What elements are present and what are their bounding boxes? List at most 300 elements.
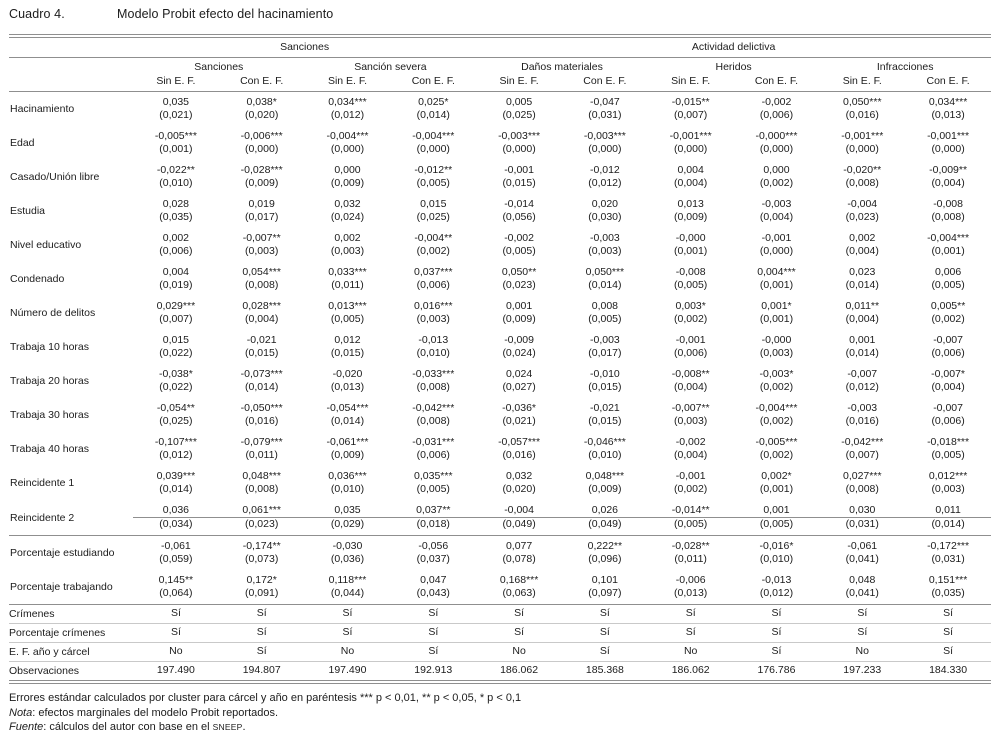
se-cell: (0,006) [159, 245, 193, 257]
summary-value: Sí [390, 643, 476, 662]
page-title: Modelo Probit efecto del hacinamiento [117, 7, 334, 21]
table-row [9, 500, 991, 518]
coef-cell: -0,003 [589, 232, 620, 244]
coef-cell: -0,042*** [841, 436, 884, 448]
coef-cell: 0,054*** [242, 266, 281, 278]
se-cell: (0,009) [588, 483, 622, 495]
coef-cell: 0,012*** [928, 470, 968, 482]
summary-value: Sí [305, 605, 391, 624]
se-cell: (0,043) [416, 587, 450, 599]
se-cell: (0,014) [845, 279, 879, 291]
coef-cell: 0,029*** [156, 300, 196, 312]
summary-value: Sí [734, 624, 820, 643]
se-cell: (0,004) [931, 177, 965, 189]
coef-cell: 0,048*** [585, 470, 625, 482]
summary-value: Sí [305, 624, 391, 643]
row-label: Número de delitos [10, 307, 96, 319]
coef-cell: 0,002 [849, 232, 876, 244]
se-cell: (0,004) [845, 313, 879, 325]
row-label: Condenado [10, 273, 65, 285]
summary-value: 185.368 [562, 662, 648, 681]
coef-cell: -0,061 [161, 540, 191, 552]
coef-cell: -0,007** [242, 232, 281, 244]
se-cell: (0,000) [416, 143, 450, 155]
coef-cell: 0,001 [849, 334, 876, 346]
row-label: Porcentaje estudiando [10, 547, 115, 559]
se-cell: (0,016) [502, 449, 536, 461]
se-cell: (0,014) [905, 518, 991, 536]
row-label: Hacinamiento [10, 103, 75, 115]
se-cell: (0,023) [219, 518, 305, 536]
se-cell: (0,063) [502, 587, 536, 599]
coef-cell: -0,038* [158, 368, 193, 380]
coef-cell: 0,035*** [414, 470, 453, 482]
se-cell: (0,010) [416, 347, 450, 359]
row-label: Casado/Unión libre [10, 171, 100, 183]
coef-cell: 0,012 [334, 334, 361, 346]
se-cell: (0,008) [845, 483, 879, 495]
coef-cell: 0,034*** [328, 96, 367, 108]
summary-row [9, 605, 991, 624]
table-row [9, 143, 991, 160]
coef-cell: 0,034*** [928, 96, 968, 108]
fuente-label: Fuente [9, 721, 44, 733]
coef-cell: -0,015** [671, 96, 710, 108]
se-cell: (0,003) [588, 245, 622, 257]
se-cell: (0,005) [588, 313, 622, 325]
coef-cell: -0,001*** [669, 130, 712, 142]
coef-cell: 0,004*** [757, 266, 796, 278]
se-cell: (0,004) [674, 177, 708, 189]
se-cell: (0,001) [159, 143, 193, 155]
summary-value: Sí [562, 605, 648, 624]
se-cell: (0,000) [502, 143, 536, 155]
se-cell: (0,008) [845, 177, 879, 189]
coef-cell: 0,015 [420, 198, 447, 210]
se-cell: (0,008) [931, 211, 965, 223]
coef-cell: -0,004 [847, 198, 878, 210]
coef-cell: -0,004*** [412, 130, 455, 142]
subgroup-header-row [9, 58, 991, 74]
coef-cell: -0,016* [759, 540, 794, 552]
se-cell: (0,019) [159, 279, 193, 291]
subgroup-label: Heridos [715, 61, 752, 73]
table-row [9, 381, 991, 398]
table-row [9, 228, 991, 245]
se-cell: (0,012) [845, 381, 879, 393]
summary-value: 176.786 [734, 662, 820, 681]
coef-cell: 0,050** [501, 266, 537, 278]
coef-cell: -0,046*** [583, 436, 626, 448]
coef-cell: -0,013 [418, 334, 449, 346]
row-label: Estudia [10, 205, 46, 217]
se-cell: (0,010) [159, 177, 193, 189]
coef-cell: -0,004*** [927, 232, 970, 244]
se-cell: (0,000) [674, 143, 708, 155]
footnotes [9, 691, 991, 735]
row-label: Reincidente 2 [9, 500, 133, 536]
table-row [9, 92, 991, 110]
coef-cell: -0,008 [933, 198, 963, 210]
subgroup-label: Daños materiales [521, 61, 603, 73]
se-cell: (0,003) [330, 245, 365, 257]
se-cell: (0,037) [416, 553, 450, 565]
se-cell: (0,008) [245, 279, 279, 291]
summary-value: Sí [819, 624, 905, 643]
table-number: Cuadro 4. [9, 7, 65, 21]
coef-cell: -0,006 [675, 574, 706, 586]
row-label: Porcentaje trabajando [10, 581, 113, 593]
se-cell: (0,001) [759, 279, 794, 291]
se-cell: (0,014) [245, 381, 279, 393]
se-cell: (0,010) [759, 553, 794, 565]
coef-cell: -0,079*** [240, 436, 283, 448]
coef-cell: 0,048 [849, 574, 876, 586]
table-row [9, 126, 991, 143]
coef-cell: 0,011 [905, 500, 991, 518]
se-cell: (0,005) [931, 279, 965, 291]
table-row [9, 177, 991, 194]
se-cell: (0,004) [674, 449, 708, 461]
se-cell: (0,078) [502, 553, 536, 565]
se-cell: (0,006) [416, 449, 450, 461]
footnote-errors: Errores estándar calculados por cluster para cárcel y año en paréntesis *** p < 0,01, ** p < 0,05, * p < 0,1 [9, 692, 522, 704]
se-cell: (0,010) [588, 449, 622, 461]
coef-cell: 0,013 [677, 198, 704, 210]
subgroup-label: Infracciones [876, 61, 934, 73]
se-cell: (0,024) [330, 211, 365, 223]
coef-cell: -0,007 [847, 368, 878, 380]
coef-cell: -0,007** [671, 402, 710, 414]
se-cell: (0,056) [502, 211, 536, 223]
coef-cell: -0,054** [156, 402, 195, 414]
coef-cell: 0,006 [934, 266, 962, 278]
table-row [9, 262, 991, 279]
coef-cell: 0,001 [734, 500, 820, 518]
se-cell: (0,000) [759, 143, 794, 155]
table-row [9, 398, 991, 415]
se-cell: (0,034) [133, 518, 219, 536]
row-label: Trabaja 30 horas [10, 409, 89, 421]
fuente-text: : cálculos del autor con base en el [43, 721, 213, 733]
coef-cell: -0,005*** [755, 436, 798, 448]
coef-cell: 0,048*** [242, 470, 281, 482]
summary-value: Sí [562, 624, 648, 643]
summary-value: Sí [905, 624, 991, 643]
coef-cell: -0,001*** [927, 130, 970, 142]
se-cell: (0,000) [931, 143, 965, 155]
se-cell: (0,025) [416, 211, 450, 223]
se-cell: (0,014) [845, 347, 879, 359]
se-cell: (0,003) [931, 483, 965, 495]
coef-cell: -0,014** [648, 500, 734, 518]
coef-cell: -0,000*** [755, 130, 798, 142]
se-cell: (0,049) [562, 518, 648, 536]
se-cell: (0,001) [759, 483, 794, 495]
summary-value: Sí [648, 624, 734, 643]
summary-value: Sí [476, 605, 562, 624]
coef-cell: -0,002 [675, 436, 706, 448]
summary-value: Sí [648, 605, 734, 624]
se-cell: (0,021) [159, 109, 193, 121]
se-cell: (0,006) [931, 347, 965, 359]
se-cell: (0,013) [330, 381, 365, 393]
se-cell: (0,023) [845, 211, 879, 223]
coef-cell: 0,020 [591, 198, 619, 210]
se-cell: (0,004) [845, 245, 879, 257]
coef-cell: -0,001 [675, 470, 706, 482]
coef-cell: 0,077 [505, 540, 533, 552]
coef-cell: -0,054*** [326, 402, 369, 414]
coef-cell: 0,019 [248, 198, 275, 210]
se-cell: (0,024) [502, 347, 536, 359]
se-cell: (0,012) [330, 109, 365, 121]
row-label: Trabaja 40 horas [10, 443, 89, 455]
coef-cell: -0,000 [761, 334, 792, 346]
coef-cell: 0,008 [591, 300, 619, 312]
coef-cell: -0,004 [476, 500, 562, 518]
row-label: Trabaja 20 horas [10, 375, 89, 387]
coef-cell: -0,012 [589, 164, 620, 176]
ef-column-label: Sin E. F. [133, 73, 219, 92]
se-cell: (0,035) [159, 211, 193, 223]
coef-cell: -0,022** [156, 164, 195, 176]
se-cell: (0,031) [931, 553, 965, 565]
summary-value: No [476, 643, 562, 662]
coef-cell: -0,002 [761, 96, 792, 108]
se-cell: (0,030) [588, 211, 622, 223]
coef-cell: 0,013*** [328, 300, 367, 312]
se-cell: (0,001) [931, 245, 965, 257]
row-label: Trabaja 10 horas [10, 341, 89, 353]
table-row [9, 109, 991, 126]
summary-value: Sí [219, 643, 305, 662]
se-cell: (0,006) [416, 279, 450, 291]
se-cell: (0,005) [416, 177, 450, 189]
se-cell: (0,005) [734, 518, 820, 536]
coef-cell: -0,042*** [412, 402, 455, 414]
summary-value: Sí [734, 605, 820, 624]
coef-cell: -0,008** [671, 368, 710, 380]
summary-value: 194.807 [219, 662, 305, 681]
se-cell: (0,005) [674, 279, 708, 291]
se-cell: (0,009) [330, 449, 365, 461]
coef-cell: -0,031*** [412, 436, 455, 448]
summary-value: Sí [390, 605, 476, 624]
se-cell: (0,097) [588, 587, 622, 599]
coef-cell: -0,001 [504, 164, 534, 176]
coef-cell: 0,047 [420, 574, 447, 586]
results-table [9, 37, 991, 681]
coef-cell: 0,024 [505, 368, 533, 380]
ef-column-label: Con E. F. [905, 73, 991, 92]
row-label: Reincidente 1 [10, 477, 75, 489]
column-group-label: Actividad delictiva [476, 38, 991, 58]
coef-cell: 0,168*** [499, 574, 539, 586]
coef-cell: -0,013 [761, 574, 792, 586]
table-row [9, 587, 991, 605]
coef-cell: 0,004 [162, 266, 190, 278]
se-cell: (0,000) [588, 143, 622, 155]
corner-spacer [9, 73, 133, 92]
se-cell: (0,059) [159, 553, 193, 565]
se-cell: (0,022) [159, 347, 193, 359]
coef-cell: 0,039*** [156, 470, 196, 482]
coef-cell: 0,028*** [242, 300, 281, 312]
summary-value: 186.062 [648, 662, 734, 681]
coef-cell: -0,107*** [154, 436, 197, 448]
row-label: Porcentaje crímenes [9, 624, 133, 643]
summary-value: 197.233 [819, 662, 905, 681]
coef-cell: -0,020 [332, 368, 363, 380]
coef-cell: 0,030 [819, 500, 905, 518]
coef-cell: -0,003 [761, 198, 792, 210]
summary-value: Sí [905, 605, 991, 624]
table-row [9, 364, 991, 381]
coef-cell: -0,047 [589, 96, 620, 108]
table-row [9, 449, 991, 466]
ef-column-label: Con E. F. [562, 73, 648, 92]
se-cell: (0,015) [330, 347, 365, 359]
coef-cell: 0,002 [162, 232, 190, 244]
coef-cell: -0,028*** [240, 164, 283, 176]
se-cell: (0,004) [931, 381, 965, 393]
se-cell: (0,009) [330, 177, 365, 189]
summary-value: No [305, 643, 391, 662]
se-cell: (0,002) [759, 381, 794, 393]
nota-text: : efectos marginales del modelo Probit reportados. [32, 706, 279, 719]
table-row [9, 483, 991, 500]
se-cell: (0,005) [330, 313, 365, 325]
table-row [9, 536, 991, 554]
coef-cell: -0,002 [504, 232, 534, 244]
se-cell: (0,041) [845, 553, 879, 565]
coef-cell: 0,036*** [328, 470, 367, 482]
coef-cell: -0,003 [847, 402, 878, 414]
se-cell: (0,091) [245, 587, 279, 599]
coef-cell: -0,008 [675, 266, 706, 278]
column-group-header-row [9, 38, 991, 58]
se-cell: (0,011) [245, 449, 278, 461]
se-cell: (0,015) [245, 347, 279, 359]
se-cell: (0,011) [331, 279, 364, 291]
coef-cell: -0,006*** [240, 130, 283, 142]
coef-cell: 0,000 [763, 164, 790, 176]
coef-cell: -0,172*** [927, 540, 970, 552]
fuente-acronym: SNEEP [212, 722, 243, 732]
se-cell: (0,016) [845, 415, 879, 427]
se-cell: (0,013) [674, 587, 708, 599]
summary-value: 186.062 [476, 662, 562, 681]
coef-cell: -0,007* [931, 368, 966, 380]
table-row [9, 313, 991, 330]
table-header [9, 38, 991, 92]
summary-value: Sí [476, 624, 562, 643]
coef-cell: -0,001 [675, 334, 706, 346]
coef-cell: -0,061 [847, 540, 878, 552]
coef-cell: 0,172* [246, 574, 277, 586]
table-row [9, 330, 991, 347]
se-cell: (0,012) [588, 177, 622, 189]
ef-column-label: Con E. F. [219, 73, 305, 92]
row-label: E. F. año y cárcel [9, 643, 133, 662]
coef-cell: 0,011** [845, 300, 880, 312]
summary-value: No [133, 643, 219, 662]
coef-cell: -0,073*** [240, 368, 283, 380]
summary-value: Sí [133, 624, 219, 643]
coef-cell: 0,101 [591, 574, 619, 586]
se-cell: (0,008) [416, 415, 450, 427]
se-cell: (0,002) [759, 449, 794, 461]
coef-cell: 0,002 [334, 232, 361, 244]
se-cell: (0,014) [159, 483, 193, 495]
corner-spacer [9, 58, 133, 74]
summary-value: Sí [390, 624, 476, 643]
se-cell: (0,009) [674, 211, 708, 223]
se-cell: (0,003) [674, 415, 708, 427]
summary-value: 192.913 [390, 662, 476, 681]
se-cell: (0,002) [674, 483, 708, 495]
coef-cell: -0,004*** [326, 130, 369, 142]
se-cell: (0,005) [416, 483, 450, 495]
coef-cell: 0,023 [849, 266, 876, 278]
coef-cell: 0,037*** [414, 266, 453, 278]
nota-label: Nota [9, 706, 33, 719]
se-cell: (0,002) [674, 313, 708, 325]
se-cell: (0,031) [819, 518, 905, 536]
summary-value: Sí [219, 624, 305, 643]
coef-cell: -0,028** [671, 540, 710, 552]
table-row [9, 211, 991, 228]
summary-value: 184.330 [905, 662, 991, 681]
ef-column-label: Sin E. F. [476, 73, 562, 92]
coef-cell: 0,151*** [928, 574, 968, 586]
table-row [9, 466, 991, 483]
se-cell: (0,006) [759, 109, 794, 121]
summary-value: No [819, 643, 905, 662]
fuente-suffix: . [242, 721, 246, 733]
se-cell: (0,009) [245, 177, 279, 189]
se-cell: (0,064) [159, 587, 193, 599]
row-label: Observaciones [9, 662, 133, 681]
ef-column-label: Sin E. F. [819, 73, 905, 92]
coef-cell: -0,004** [414, 232, 453, 244]
coef-cell: 0,005** [930, 300, 966, 312]
corner-spacer [9, 38, 133, 58]
table-row [9, 296, 991, 313]
coef-cell: -0,004*** [755, 402, 798, 414]
coef-cell: -0,005*** [154, 130, 197, 142]
coef-cell: 0,000 [334, 164, 361, 176]
se-cell: (0,004) [759, 211, 794, 223]
coef-cell: 0,037** [390, 500, 476, 518]
coef-cell: 0,003* [675, 300, 706, 312]
footnote-fuente [9, 720, 991, 735]
se-cell: (0,029) [305, 518, 391, 536]
coef-cell: 0,028 [162, 198, 190, 210]
coef-cell: 0,035 [162, 96, 190, 108]
summary-value: Sí [819, 605, 905, 624]
se-cell: (0,006) [931, 415, 965, 427]
summary-value: Sí [219, 605, 305, 624]
se-cell: (0,016) [845, 109, 879, 121]
row-label: Nivel educativo [10, 239, 82, 251]
coef-cell: 0,002* [761, 470, 792, 482]
coef-cell: -0,000 [675, 232, 706, 244]
coef-cell: 0,061*** [219, 500, 305, 518]
coef-cell: -0,007 [933, 334, 963, 346]
table-row [9, 347, 991, 364]
